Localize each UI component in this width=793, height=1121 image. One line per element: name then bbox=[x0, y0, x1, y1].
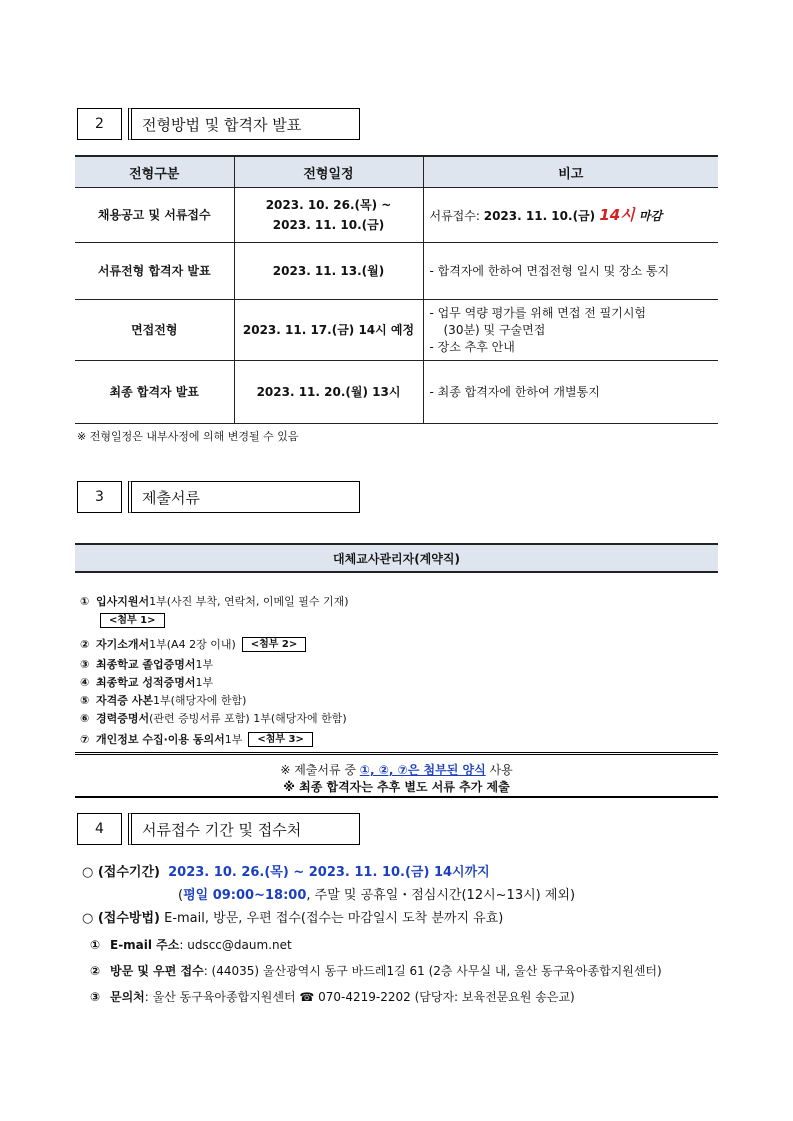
table-row bbox=[75, 361, 718, 424]
date-cell bbox=[234, 188, 423, 243]
column-header: 전형일정 bbox=[234, 156, 423, 188]
section-number: 2 bbox=[95, 116, 104, 132]
note-cell bbox=[423, 300, 718, 361]
item-detail: 1부 bbox=[195, 658, 214, 671]
note-cell: - 최종 합격자에 한하여 개별통지 bbox=[423, 361, 718, 424]
attachment-tag: <첨부 2> bbox=[242, 637, 307, 652]
section-3-number bbox=[77, 481, 122, 513]
list-item bbox=[80, 710, 347, 726]
section-2-number bbox=[77, 108, 122, 140]
item-marker: ② bbox=[90, 964, 101, 978]
item-marker: ⑥ bbox=[80, 711, 90, 725]
period-value: 2023. 10. 26.(목) ~ 2023. 11. 10.(금) 14시까지 bbox=[168, 865, 490, 880]
date-line: 2023. 10. 26.(목) ~ bbox=[265, 198, 392, 212]
attachment-tag: <첨부 3> bbox=[248, 732, 313, 747]
position-banner bbox=[75, 543, 718, 573]
list-item bbox=[80, 656, 213, 672]
item-detail: 1부(해당자에 한함) bbox=[152, 694, 247, 707]
schedule-footnote: ※ 전형일정은 내부사정에 의해 변경될 수 있음 bbox=[77, 430, 299, 443]
section-4-number bbox=[77, 813, 122, 845]
note-text: ※ 제출서류 중 bbox=[280, 763, 360, 777]
item-marker: ① bbox=[90, 938, 101, 952]
contact-label: 방문 및 우편 접수 bbox=[110, 964, 204, 978]
method-label: ○ (접수방법) bbox=[82, 911, 160, 926]
section-3-title bbox=[128, 481, 360, 513]
period-exclusions: , 주말 및 공휴일・점심시간(12시~13시) 제외) bbox=[306, 888, 576, 903]
attachment-tag-row bbox=[94, 613, 165, 628]
list-item bbox=[80, 692, 246, 708]
item-name: 자기소개서 bbox=[96, 638, 150, 651]
item-detail: 1부 bbox=[224, 733, 243, 746]
contact-label: E-mail 주소 bbox=[110, 938, 180, 952]
stage-cell: 서류전형 합격자 발표 bbox=[75, 243, 234, 300]
table-row bbox=[75, 243, 718, 300]
table-row bbox=[75, 188, 718, 243]
divider bbox=[75, 752, 718, 755]
item-detail: 1부(사진 부착, 연락처, 이메일 필수 기재) bbox=[149, 595, 349, 608]
contact-line bbox=[90, 988, 575, 1005]
contact-label: 문의처 bbox=[110, 990, 145, 1004]
schedule-table bbox=[75, 155, 718, 424]
divider bbox=[75, 796, 718, 798]
docs-note bbox=[0, 761, 793, 778]
period-subline bbox=[178, 884, 575, 903]
item-marker: ⑦ bbox=[80, 732, 90, 746]
attachment-tag: <첨부 1> bbox=[100, 613, 165, 628]
docs-final-note: ※ 최종 합격자는 추후 별도 서류 추가 제출 bbox=[283, 780, 510, 794]
method-value: E-mail, 방문, 우편 접수(접수는 마감일시 도착 분까지 유효) bbox=[159, 911, 504, 926]
period-line bbox=[82, 861, 490, 880]
list-item bbox=[80, 593, 349, 609]
inquiry-value: : 울산 동구육아종합지원센터 ☎ 070-4219-2202 (담당자: 보육전문요원 송은교) bbox=[144, 990, 575, 1004]
item-name: 최종학교 성적증명서 bbox=[96, 676, 196, 689]
paren-open: ( bbox=[178, 888, 184, 903]
stage-cell: 채용공고 및 서류접수 bbox=[75, 188, 234, 243]
list-item bbox=[80, 731, 313, 747]
section-title: 제출서류 bbox=[142, 488, 200, 507]
note-text: 서류접수: bbox=[429, 208, 484, 223]
column-header: 비고 bbox=[423, 156, 718, 188]
date-line: 2023. 11. 10.(금) bbox=[272, 218, 385, 232]
note-line: - 장소 추후 안내 bbox=[429, 339, 515, 354]
table-row bbox=[75, 300, 718, 361]
address-value: : (44035) 울산광역시 동구 바드레1길 61 (2층 사무실 내, 울산 동구육아종합지원센터) bbox=[203, 964, 662, 978]
item-marker: ① bbox=[80, 594, 90, 608]
method-line bbox=[82, 907, 503, 926]
section-2-title bbox=[128, 108, 360, 140]
note-cell bbox=[423, 188, 718, 243]
stage-cell: 최종 합격자 발표 bbox=[75, 361, 234, 424]
email-value: : udscc@daum.net bbox=[179, 938, 292, 952]
item-name: 입사지원서 bbox=[96, 595, 150, 608]
item-detail: (관련 증빙서류 포함) 1부(해당자에 한함) bbox=[149, 712, 347, 725]
weekday-hours: 평일 09:00~18:00 bbox=[183, 888, 307, 903]
date-cell: 2023. 11. 20.(월) 13시 bbox=[234, 361, 423, 424]
section-4-title bbox=[128, 813, 360, 845]
note-deadline-time: 14시 bbox=[599, 205, 635, 224]
item-detail: 1부 bbox=[195, 676, 214, 689]
list-item bbox=[80, 636, 306, 652]
note-text: 사용 bbox=[485, 763, 513, 777]
date-cell: 2023. 11. 17.(금) 14시 예정 bbox=[234, 300, 423, 361]
contact-line bbox=[90, 936, 292, 953]
item-marker: ③ bbox=[90, 990, 101, 1004]
item-detail: 1부(A4 2장 이내) bbox=[149, 638, 236, 651]
section-number: 4 bbox=[95, 821, 104, 837]
section-title: 전형방법 및 합격자 발표 bbox=[142, 115, 302, 134]
date-cell: 2023. 11. 13.(월) bbox=[234, 243, 423, 300]
table-header-row bbox=[75, 156, 718, 188]
section-number: 3 bbox=[95, 489, 104, 505]
column-header: 전형구분 bbox=[75, 156, 234, 188]
note-date: 2023. 11. 10.(금) bbox=[483, 208, 600, 223]
banner-text: 대체교사관리자(계약직) bbox=[333, 551, 460, 566]
note-line: - 업무 역량 평가를 위해 면접 전 필기시험 bbox=[429, 305, 647, 320]
stage-cell: 면접전형 bbox=[75, 300, 234, 361]
period-label: ○ (접수기간) bbox=[82, 865, 160, 880]
list-item bbox=[80, 674, 213, 690]
note-cell: - 합격자에 한하여 면접전형 일시 및 장소 통지 bbox=[423, 243, 718, 300]
item-marker: ② bbox=[80, 637, 90, 651]
note-line: (30분) 및 구술면접 bbox=[443, 322, 546, 337]
section-title: 서류접수 기간 및 접수처 bbox=[142, 820, 302, 839]
item-marker: ④ bbox=[80, 675, 90, 689]
note-highlight: ①, ②, ⑦은 첨부된 양식 bbox=[359, 763, 486, 777]
item-name: 개인정보 수집·이용 동의서 bbox=[96, 733, 225, 746]
contact-line bbox=[90, 962, 662, 979]
item-marker: ③ bbox=[80, 657, 90, 671]
item-name: 최종학교 졸업증명서 bbox=[96, 658, 196, 671]
item-name: 경력증명서 bbox=[96, 712, 150, 725]
item-marker: ⑤ bbox=[80, 693, 90, 707]
note-deadline-suffix: 마감 bbox=[634, 208, 663, 223]
item-name: 자격증 사본 bbox=[96, 694, 153, 707]
